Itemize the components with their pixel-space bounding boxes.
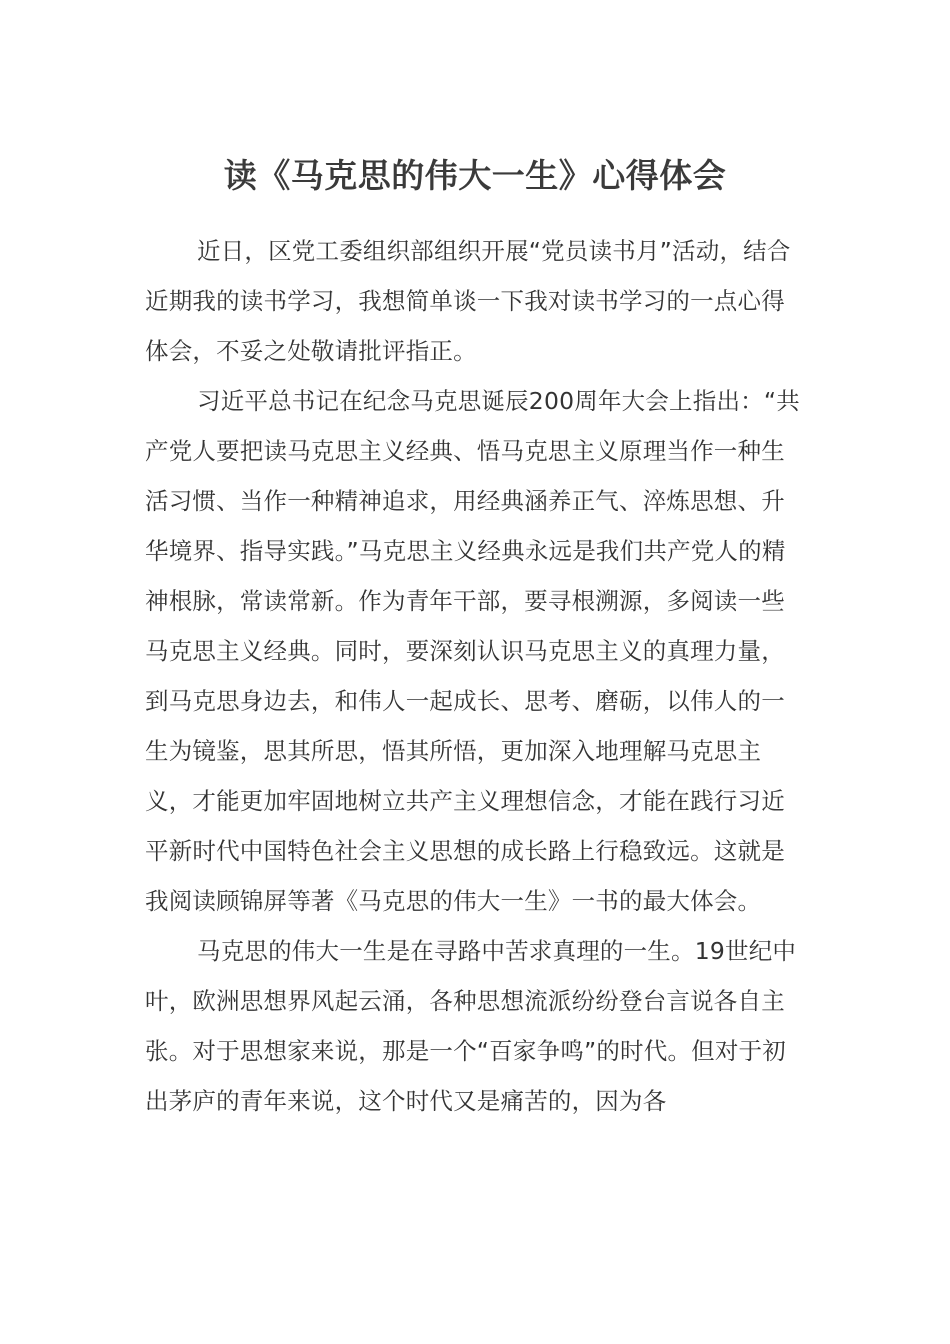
paragraph-intro: 近日，区党工委组织部组织开展“党员读书月”活动，结合近期我的读书学习，我想简单谈一下我对读书学习的一点心得体会，不妥之处敬请批评指正。: [145, 237, 791, 365]
document-page: [145, 148, 805, 1126]
document-title: 读《马克思的伟大一生》心得体会: [223, 156, 727, 195]
document-body: [145, 226, 805, 1126]
paragraph-life: 马克思的伟大一生是在寻路中苦求真理的一生。19世纪中叶，欧洲思想界风起云涌，各种思想流派纷纷登台言说各自主张。对于思想家来说，那是一个“百家争鸣”的时代。但对于初出茅庐的青年来说，这个时代又是痛苦的，因为各: [145, 937, 797, 1115]
paragraph-quote: 习近平总书记在纪念马克思诞辰200周年大会上指出：“共产党人要把读马克思主义经典、悟马克思主义原理当作一种生活习惯、当作一种精神追求，用经典涵养正气、淬炼思想、升华境界、指导实践。”马克思主义经典永远是我们共产党人的精神根脉，常读常新。作为青年干部，要寻根溯源，多阅读一些马克思主义经典。同时，要深刻认识马克思主义的真理力量，到马克思身边去，和伟人一起成长、思考、磨砺，以伟人的一生为镜鉴，思其所思，悟其所悟，更加深入地理解马克思主义，才能更加牢固地树立共产主义理想信念，才能在践行习近平新时代中国特色社会主义思想的成长路上行稳致远。这就是我阅读顾锦屏等著《马克思的伟大一生》一书的最大体会。: [145, 387, 800, 915]
